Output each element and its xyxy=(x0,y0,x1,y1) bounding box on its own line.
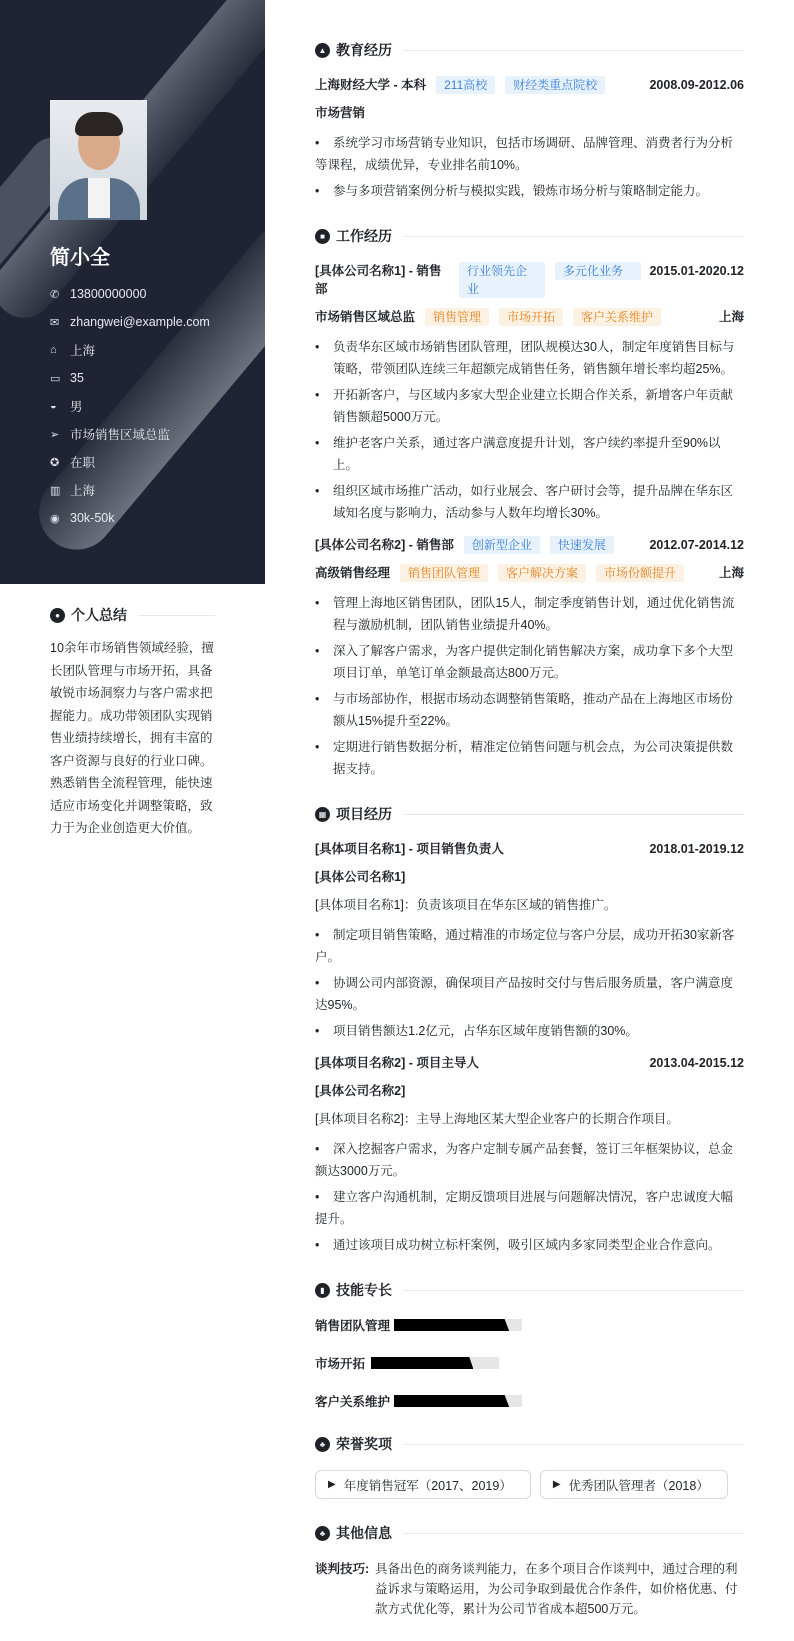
company: [具体公司名称2] xyxy=(315,1084,406,1098)
section-title: 教育经历 xyxy=(336,42,392,58)
home-icon: ⌂ xyxy=(50,344,57,356)
tag: 多元化业务 xyxy=(555,262,641,280)
salary: 30k-50k xyxy=(70,511,115,525)
skill-tag: 客户关系维护 xyxy=(573,308,661,326)
projects-section xyxy=(315,802,744,1256)
city: 上海 xyxy=(718,566,744,580)
gender-icon: ◒ xyxy=(50,400,57,412)
skill-tag: 销售团队管理 xyxy=(400,564,488,582)
sidebar xyxy=(0,0,265,584)
bullet-list xyxy=(315,1138,744,1256)
date: 2015.01-2020.12 xyxy=(649,264,744,278)
skill-name: 销售团队管理 xyxy=(315,1319,391,1333)
project-desc: [具体项目名称1]：负责该项目在华东区域的销售推广。 xyxy=(315,898,617,912)
award-label: 优秀团队管理者（2018） xyxy=(568,1478,709,1493)
award-item[interactable] xyxy=(315,1470,531,1499)
tag: 行业领先企业 xyxy=(459,262,545,298)
work-section xyxy=(315,224,744,780)
bullet: • 定期进行销售数据分析，精准定位销售问题与机会点，为公司决策提供数据支持。 xyxy=(315,736,744,780)
location: 上海 xyxy=(70,344,96,358)
status: 在职 xyxy=(70,456,96,470)
work-header xyxy=(315,262,744,298)
role: 高级销售经理 xyxy=(315,566,391,580)
contact-info xyxy=(50,280,210,532)
awards-section xyxy=(315,1432,744,1499)
bullet: • 参与多项营销案例分析与模拟实践，锻炼市场分析与策略制定能力。 xyxy=(315,180,744,202)
summary-heading xyxy=(50,603,215,627)
user-icon: ● xyxy=(50,608,65,623)
mail-icon: ✉ xyxy=(50,316,60,329)
section-title: 项目经历 xyxy=(336,806,392,822)
skill-bar-fill xyxy=(371,1357,473,1369)
bullet: • 管理上海地区销售团队，团队15人，制定季度销售计划，通过优化销售流程与激励机制，团队销售业绩提升40%。 xyxy=(315,592,744,636)
skill-bar xyxy=(371,1357,499,1369)
skill-item xyxy=(315,1392,536,1410)
project-header xyxy=(315,840,744,858)
section-title: 荣誉奖项 xyxy=(336,1436,392,1452)
status-icon: ✪ xyxy=(50,456,60,469)
role: 市场销售区域总监 xyxy=(315,310,416,324)
graduation-cap-icon: ▲ xyxy=(315,43,330,58)
date: 2013.04-2015.12 xyxy=(649,1056,744,1070)
grid-icon: ▦ xyxy=(315,807,330,822)
company: [具体公司名称1] - 销售部 xyxy=(315,264,442,296)
award-item[interactable] xyxy=(540,1470,728,1499)
other-label: 谈判技巧: xyxy=(315,1562,370,1576)
work-item xyxy=(315,536,744,780)
city: 上海 xyxy=(718,310,744,324)
skill-name: 客户关系维护 xyxy=(315,1395,391,1409)
briefcase-icon: ■ xyxy=(315,229,330,244)
other-text: 具备出色的商务谈判能力，在多个项目合作谈判中，通过合理的利益诉求与策略运用，为公司争取到最优合作条件，如价格优惠、付款方式优化等，累计为公司节省成本超500万元。 xyxy=(375,1562,738,1616)
summary-title: 个人总结 xyxy=(71,607,127,623)
section-title: 工作经历 xyxy=(336,228,392,244)
skill-item xyxy=(315,1316,536,1334)
salary-icon: ◉ xyxy=(50,512,60,525)
section-title: 技能专长 xyxy=(336,1282,392,1298)
date: 2012.07-2014.12 xyxy=(649,538,744,552)
project-header xyxy=(315,1054,744,1072)
bullet: • 深入了解客户需求，为客户提供定制化销售解决方案，成功拿下多个大型项目订单，单笔订单金额最高达800万元。 xyxy=(315,640,744,684)
summary-text: 10余年市场销售领域经验，擅长团队管理与市场开拓，具备敏锐市场洞察力与客户需求把握能力。成功带领团队实现销售业绩持续增长，拥有丰富的客户资源与良好的行业口碑。熟悉销售全流程管理，能快速适应市场变化并调整策略，致力于为企业创造更大价值。 xyxy=(50,641,214,835)
project-name: [具体项目名称1] - 项目销售负责人 xyxy=(315,842,504,856)
company: [具体公司名称2] - 销售部 xyxy=(315,538,454,552)
tag: 财经类重点院校 xyxy=(505,76,605,94)
phone: 13800000000 xyxy=(70,287,147,301)
bullet: • 负责华东区域市场销售团队管理，团队规模达30人，制定年度销售目标与策略，带领团队连续三年超额完成销售任务，销售额年增长率均超25%。 xyxy=(315,336,744,380)
skill-bar-fill xyxy=(394,1395,509,1407)
profile-name: 简小全 xyxy=(50,247,110,269)
skill-tag: 客户解决方案 xyxy=(498,564,586,582)
email: zhangwei@example.com xyxy=(70,315,210,329)
work-item xyxy=(315,262,744,524)
award-label: 年度销售冠军（2017、2019） xyxy=(343,1478,512,1493)
company: [具体公司名称1] xyxy=(315,870,406,884)
project-item xyxy=(315,1054,744,1256)
skills-section xyxy=(315,1278,744,1410)
tag: 快速发展 xyxy=(550,536,614,554)
info-icon: ♣ xyxy=(315,1526,330,1541)
section-title: 其他信息 xyxy=(336,1525,392,1541)
skill-tag: 市场份额提升 xyxy=(596,564,684,582)
project-name: [具体项目名称2] - 项目主导人 xyxy=(315,1056,479,1070)
school: 上海财经大学 - 本科 xyxy=(315,78,427,92)
role-row xyxy=(315,308,744,326)
skill-bar-fill xyxy=(394,1319,509,1331)
bullet-list xyxy=(315,336,744,524)
phone-icon: ✆ xyxy=(50,288,60,301)
skill-item xyxy=(315,1354,536,1372)
bullet-list xyxy=(315,592,744,780)
bullet: • 系统学习市场营销专业知识，包括市场调研、品牌管理、消费者行为分析等课程，成绩优异，专业排名前10%。 xyxy=(315,132,744,176)
position: 市场销售区域总监 xyxy=(70,428,171,442)
bullet: • 与市场部协作，根据市场动态调整销售策略，推动产品在上海地区市场份额从15%提升至22%。 xyxy=(315,688,744,732)
bullet: • 开拓新客户，与区域内多家大型企业建立长期合作关系，新增客户年贡献销售额超5000万元。 xyxy=(315,384,744,428)
role-row xyxy=(315,564,744,582)
bullet: • 维护老客户关系，通过客户满意度提升计划，客户续约率提升至90%以上。 xyxy=(315,432,744,476)
education-section xyxy=(315,38,744,202)
skill-tag: 市场开拓 xyxy=(499,308,563,326)
send-icon: ➢ xyxy=(50,428,60,441)
skill-bar xyxy=(394,1395,522,1407)
bullet: • 项目销售额达1.2亿元，占华东区域年度销售额的30%。 xyxy=(315,1020,744,1042)
bullet: • 协调公司内部资源，确保项目产品按时交付与售后服务质量，客户满意度达95%。 xyxy=(315,972,744,1016)
other-section xyxy=(315,1521,744,1619)
bullet: • 通过该项目成功树立标杆案例，吸引区域内多家同类型企业合作意向。 xyxy=(315,1234,744,1256)
bullet: • 建立客户沟通机制，定期反馈项目进展与问题解决情况，客户忠诚度大幅提升。 xyxy=(315,1186,744,1230)
bullet: • 深入挖掘客户需求，为客户定制专属产品套餐，签订三年框架协议，总金额达3000万元。 xyxy=(315,1138,744,1182)
building-icon: ▥ xyxy=(50,484,61,497)
skill-tag: 销售管理 xyxy=(425,308,489,326)
project-item xyxy=(315,840,744,1042)
work-header xyxy=(315,536,744,554)
bullet: • 组织区域市场推广活动，如行业展会、客户研讨会等，提升品牌在华东区域知名度与影响力，活动参与人数年均增长30%。 xyxy=(315,480,744,524)
avatar xyxy=(50,100,147,220)
tag: 211高校 xyxy=(436,76,495,94)
project-desc: [具体项目名称2]：主导上海地区某大型企业客户的长期合作项目。 xyxy=(315,1112,679,1126)
skill-bar xyxy=(394,1319,522,1331)
city: 上海 xyxy=(70,484,96,498)
tag: 创新型企业 xyxy=(464,536,540,554)
major: 市场营销 xyxy=(315,106,366,120)
gender: 男 xyxy=(70,400,83,414)
main-content xyxy=(315,38,744,1641)
date: 2018.01-2019.12 xyxy=(649,842,744,856)
bullet: • 制定项目销售策略，通过精准的市场定位与客户分层，成功开拓30家新客户。 xyxy=(315,924,744,968)
play-icon: ▶ xyxy=(328,1479,336,1490)
skill-name: 市场开拓 xyxy=(315,1357,366,1371)
bullet-list xyxy=(315,924,744,1042)
cake-icon: ▭ xyxy=(50,372,61,385)
play-icon: ▶ xyxy=(552,1479,561,1490)
chart-icon: ▮ xyxy=(315,1283,330,1298)
date: 2008.09-2012.06 xyxy=(649,78,744,92)
age: 35 xyxy=(70,371,84,385)
award-icon: ♣ xyxy=(315,1437,330,1452)
